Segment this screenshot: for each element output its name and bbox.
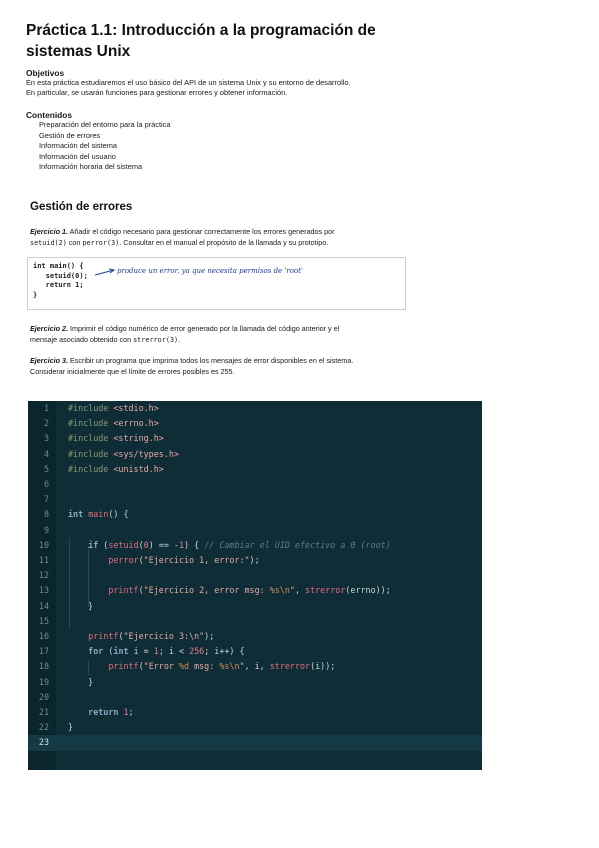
line-number: 15 bbox=[38, 615, 49, 626]
line-number: 6 bbox=[43, 479, 49, 489]
code-line-4 bbox=[28, 447, 482, 462]
ejercicio-3-paragraph bbox=[30, 355, 422, 377]
line-number: 22 bbox=[38, 722, 49, 733]
code-line-18: 18 printf("Error %d msg: %s\n", i, strerror(i)); bbox=[28, 659, 482, 674]
ejercicio-1-paragraph bbox=[30, 226, 422, 249]
include-keyword: #include bbox=[68, 463, 109, 474]
line-number: 16 bbox=[38, 631, 49, 641]
code-line-23-active[interactable] bbox=[28, 735, 482, 750]
line-number: 12 bbox=[38, 570, 49, 581]
include-keyword: #include bbox=[68, 403, 109, 413]
code-line-7 bbox=[28, 492, 482, 507]
contenidos-list bbox=[26, 120, 326, 173]
objetivos-line-1: En esta práctica estudiaremos el uso básico del API de un sistema Unix y su entorno de desarrollo. bbox=[26, 78, 351, 87]
ejercicio-3-text-a: Escribir un programa que imprima todos los mensajes de error disponibles en el sistema. bbox=[67, 356, 354, 365]
page-title: Práctica 1.1: Introducción a la programación de sistemas Unix bbox=[26, 22, 376, 60]
code-line-8: 8 int main() { bbox=[28, 507, 482, 522]
number-literal: 1 bbox=[178, 539, 185, 550]
ejercicio-1-text-c: . Consultar en el manual el propósito de la llamada y su prototipo. bbox=[119, 238, 329, 247]
code-line-1 bbox=[28, 401, 482, 416]
include-path: <sys/types.h> bbox=[113, 448, 179, 459]
include-path: <unistd.h> bbox=[113, 463, 164, 474]
ejercicio-1-code-b: perror(3) bbox=[82, 239, 120, 247]
ejercicio-2-text-b: mensaje asociado obtenido con bbox=[30, 335, 134, 344]
ejercicio-2-label: Ejercicio 2. bbox=[30, 324, 68, 333]
string-literal: msg: bbox=[189, 661, 220, 672]
code-editor bbox=[28, 401, 482, 770]
code-line-10: 10 if (setuid(0) == -1) { // Cambiar el UID efectivo a 0 (root) bbox=[28, 538, 482, 553]
line-number: 23 bbox=[38, 737, 49, 748]
snippet-line: } bbox=[33, 290, 38, 299]
line-number: 13 bbox=[38, 585, 49, 596]
code-line-2 bbox=[28, 416, 482, 431]
contenidos-section bbox=[26, 110, 326, 173]
code-line-15 bbox=[28, 614, 482, 629]
line-number: 4 bbox=[43, 448, 49, 459]
number-literal: 0 bbox=[143, 539, 149, 550]
list-item: Gestión de errores bbox=[39, 130, 101, 140]
string-literal: "Ejercicio 1, error:" bbox=[143, 555, 250, 565]
contenidos-heading: Contenidos bbox=[26, 110, 73, 120]
line-number: 7 bbox=[43, 494, 49, 505]
include-keyword: #include bbox=[68, 418, 109, 429]
code-line-9 bbox=[28, 523, 482, 538]
section-title: Gestión de errores bbox=[30, 201, 133, 213]
snippet-line: setuid(0); bbox=[33, 271, 88, 280]
snippet-line: int main() { bbox=[33, 262, 84, 270]
string-literal: "Error bbox=[143, 661, 179, 672]
code-line-14: 14 } bbox=[28, 599, 482, 614]
line-number: 3 bbox=[43, 433, 49, 444]
ejercicio-3-label: Ejercicio 3. bbox=[30, 356, 68, 365]
code-line-16: 16 printf("Ejercicio 3:\n"); bbox=[28, 629, 482, 644]
ejercicio-1-code-a: setuid(2) bbox=[30, 239, 67, 247]
handwritten-arrow-icon bbox=[94, 268, 116, 278]
include-keyword: #include bbox=[68, 448, 109, 459]
code-line-20 bbox=[28, 690, 482, 705]
code-line-21: 21 return 1; bbox=[28, 705, 482, 720]
ejercicio-2-paragraph bbox=[30, 323, 422, 346]
line-number: 2 bbox=[43, 418, 49, 429]
snippet-line: return 1; bbox=[33, 281, 84, 290]
line-number: 1 bbox=[43, 403, 49, 413]
code-line-19: 19 } bbox=[28, 675, 482, 690]
handwritten-note: produce un error, ya que necesita permisos de 'root' bbox=[117, 267, 303, 275]
code-line-6 bbox=[28, 477, 482, 492]
line-number: 17 bbox=[38, 646, 49, 657]
list-item: Preparación del entorno para la práctica bbox=[39, 120, 171, 129]
number-literal: 1 bbox=[153, 646, 159, 657]
include-path: <string.h> bbox=[113, 433, 164, 444]
code-line-17: 17 for (int i = 1; i < 256; i++) { bbox=[28, 644, 482, 659]
line-number: 14 bbox=[38, 600, 49, 611]
code-line-22: 22 } bbox=[28, 720, 482, 735]
code-comment: // Cambiar el UID efectivo a 0 (root) bbox=[204, 539, 391, 550]
objetivos-heading: Objetivos bbox=[26, 68, 65, 78]
code-snippet-box bbox=[27, 257, 406, 310]
include-keyword: #include bbox=[68, 433, 109, 444]
ejercicio-1-text-b: con bbox=[66, 238, 83, 247]
list-item: Información del usuario bbox=[39, 151, 116, 161]
objetivos-line-2: En particular, se usarán funciones para gestionar errores y obtener información. bbox=[26, 88, 288, 98]
number-literal: 256 bbox=[189, 646, 205, 657]
string-literal: "Ejercicio 2, error msg: bbox=[143, 585, 270, 596]
ejercicio-2-text-c: . bbox=[178, 335, 181, 344]
number-literal: 1 bbox=[123, 707, 129, 717]
string-literal: "Ejercicio 3:\n" bbox=[123, 631, 205, 641]
ejercicio-3-text-b: Considerar inicialmente que el límite de errores posibles es 255. bbox=[30, 367, 235, 376]
ejercicio-2-text-a: Imprimir el código numérico de error generado por la llamada del código anterior y el bbox=[67, 324, 340, 333]
code-snippet bbox=[28, 258, 405, 304]
ejercicio-1-text-a: Añadir el código necesario para gestionar correctamente los errores generados por bbox=[67, 227, 335, 236]
line-number: 20 bbox=[38, 691, 49, 702]
format-specifier: %s\n bbox=[219, 661, 240, 672]
line-number: 19 bbox=[38, 676, 49, 687]
list-item: Información horaria del sistema bbox=[39, 162, 143, 172]
include-path: <errno.h> bbox=[113, 418, 159, 429]
ejercicio-1-label: Ejercicio 1. bbox=[30, 227, 68, 236]
format-specifier: %s\n bbox=[269, 585, 290, 596]
line-number: 5 bbox=[43, 463, 49, 474]
ejercicio-2-code: strerror(3) bbox=[133, 336, 179, 344]
code-line-12 bbox=[28, 568, 482, 583]
line-number: 10 bbox=[38, 539, 49, 550]
objetivos-section bbox=[26, 68, 506, 98]
line-number: 11 bbox=[38, 555, 49, 565]
code-line-13: 13 printf("Ejercicio 2, error msg: %s\n", strerror(errno)); bbox=[28, 583, 482, 598]
line-number: 18 bbox=[38, 661, 49, 672]
format-specifier: %d bbox=[178, 661, 190, 672]
include-path: <stdio.h> bbox=[113, 403, 159, 413]
code-line-11: 11 perror("Ejercicio 1, error:"); bbox=[28, 553, 482, 568]
list-item: Información del sistema bbox=[39, 141, 118, 151]
line-number: 9 bbox=[43, 524, 49, 535]
line-number: 21 bbox=[38, 707, 49, 717]
line-number: 8 bbox=[43, 509, 49, 520]
code-line-5 bbox=[28, 462, 482, 477]
code-line-3 bbox=[28, 431, 482, 446]
